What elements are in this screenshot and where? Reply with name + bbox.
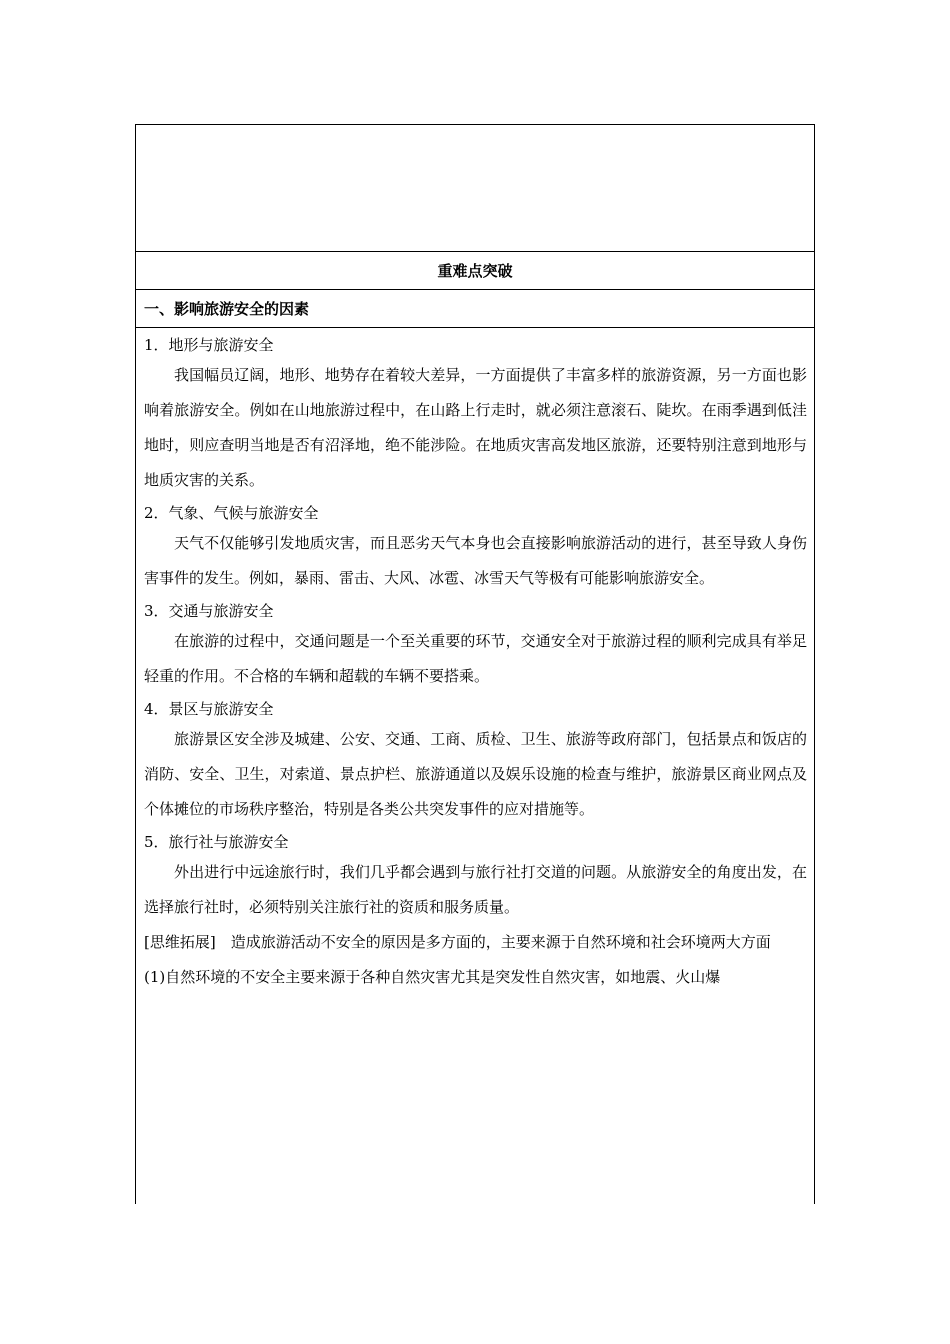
item-text-1: 我国幅员辽阔，地形、地势存在着较大差异，一方面提供了丰富多样的旅游资源，另一方面也影响着旅游安全。例如在山地旅游过程中，在山路上行走时，就必须注意滚石、陡坎。在雨季遇到低洼地时，则应查明当地是否有沼泽地，绝不能涉险。在地质灾害高发地区旅游，还要特别注意到地形与地质灾害的关系。 bbox=[144, 366, 807, 489]
item-title-3: 3．交通与旅游安全 bbox=[144, 602, 274, 620]
item-text-2: 天气不仅能够引发地质灾害，而且恶劣天气本身也会直接影响旅游活动的进行，甚至导致人身伤害事件的发生。例如，暴雨、雷击、大风、冰雹、冰雪天气等极有可能影响旅游安全。 bbox=[144, 534, 807, 587]
item-title-5: 5．旅行社与旅游安全 bbox=[144, 833, 289, 851]
content-table bbox=[135, 124, 815, 1204]
item-title-2: 2．气象、气候与旅游安全 bbox=[144, 504, 319, 522]
item-text-3: 在旅游的过程中，交通问题是一个至关重要的环节，交通安全对于旅游过程的顺利完成具有举足轻重的作用。不合格的车辆和超载的车辆不要搭乘。 bbox=[144, 632, 807, 685]
blank-cell bbox=[136, 125, 814, 252]
item-text-5: 外出进行中远途旅行时，我们几乎都会遇到与旅行社打交道的问题。从旅游安全的角度出发，在选择旅行社时，必须特别关注旅行社的资质和服务质量。 bbox=[144, 863, 807, 916]
content-body bbox=[136, 328, 814, 995]
item-title-1: 1．地形与旅游安全 bbox=[144, 336, 274, 354]
item-text-4: 旅游景区安全涉及城建、公安、交通、工商、质检、卫生、旅游等政府部门，包括景点和饭店的消防、安全、卫生，对索道、景点护栏、旅游通道以及娱乐设施的检查与维护，旅游景区商业网点及个体摊位的市场秩序整治，特别是各类公共突发事件的应对措施等。 bbox=[144, 730, 807, 818]
table-heading: 重难点突破 bbox=[136, 252, 814, 290]
item-title-4: 4．景区与旅游安全 bbox=[144, 700, 274, 718]
extension-point-1: (1)自然环境的不安全主要来源于各种自然灾害尤其是突发性自然灾害，如地震、火山爆 bbox=[144, 968, 721, 986]
extension-text: [思维拓展] 造成旅游活动不安全的原因是多方面的，主要来源于自然环境和社会环境两大方面 bbox=[144, 933, 771, 951]
section-title: 一、影响旅游安全的因素 bbox=[136, 290, 814, 328]
